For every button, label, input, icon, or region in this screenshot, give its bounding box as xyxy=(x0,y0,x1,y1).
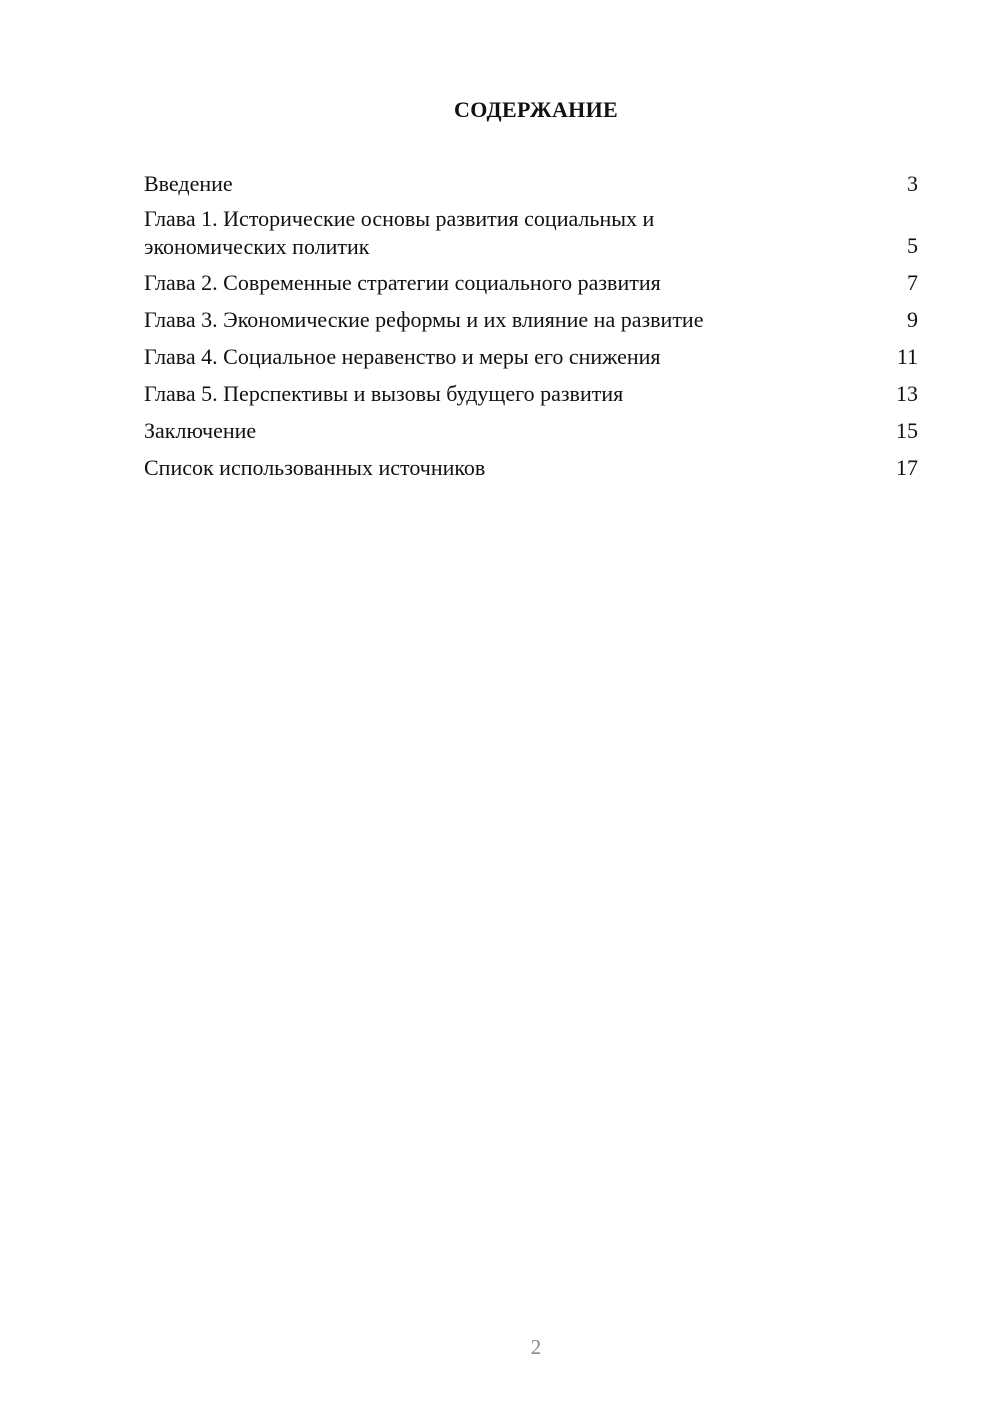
toc-entry-page: 3 xyxy=(907,171,918,196)
toc-entry-chapter-1 xyxy=(144,205,918,261)
toc-entry-chapter-4 xyxy=(144,341,918,372)
toc-entry-label: Заключение xyxy=(144,418,257,443)
toc-entry-label: Глава 2. Современные стратегии социального развития xyxy=(144,270,661,295)
toc-entry-chapter-3 xyxy=(144,304,918,335)
toc-entry-label: Глава 3. Экономические реформы и их влияние на развитие xyxy=(144,307,704,332)
toc-entry-chapter-2 xyxy=(144,267,918,298)
toc-entry-page: 13 xyxy=(896,381,918,406)
toc-entry-page: 15 xyxy=(896,418,918,443)
toc-entry-label: Глава 1. Исторические основы развития социальных и экономических политик xyxy=(144,206,655,259)
toc-entry-page: 9 xyxy=(907,307,918,332)
table-of-contents xyxy=(144,168,918,489)
toc-entry-page: 11 xyxy=(896,344,918,369)
toc-entry-label: Глава 5. Перспективы и вызовы будущего развития xyxy=(144,381,624,406)
toc-entry-conclusion xyxy=(144,415,918,446)
page-number: 2 xyxy=(530,1335,542,1359)
toc-entry-page: 7 xyxy=(907,270,918,295)
toc-entry-page: 5 xyxy=(907,233,918,258)
toc-entry-label: Список использованных источников xyxy=(144,455,486,480)
toc-entry-introduction xyxy=(144,168,918,199)
toc-entry-label: Глава 4. Социальное неравенство и меры его снижения xyxy=(144,344,661,369)
toc-entry-references xyxy=(144,452,918,483)
toc-entry-chapter-5 xyxy=(144,378,918,409)
toc-heading: СОДЕРЖАНИЕ xyxy=(454,97,618,122)
toc-entry-page: 17 xyxy=(896,455,918,480)
toc-entry-label: Введение xyxy=(144,171,233,196)
